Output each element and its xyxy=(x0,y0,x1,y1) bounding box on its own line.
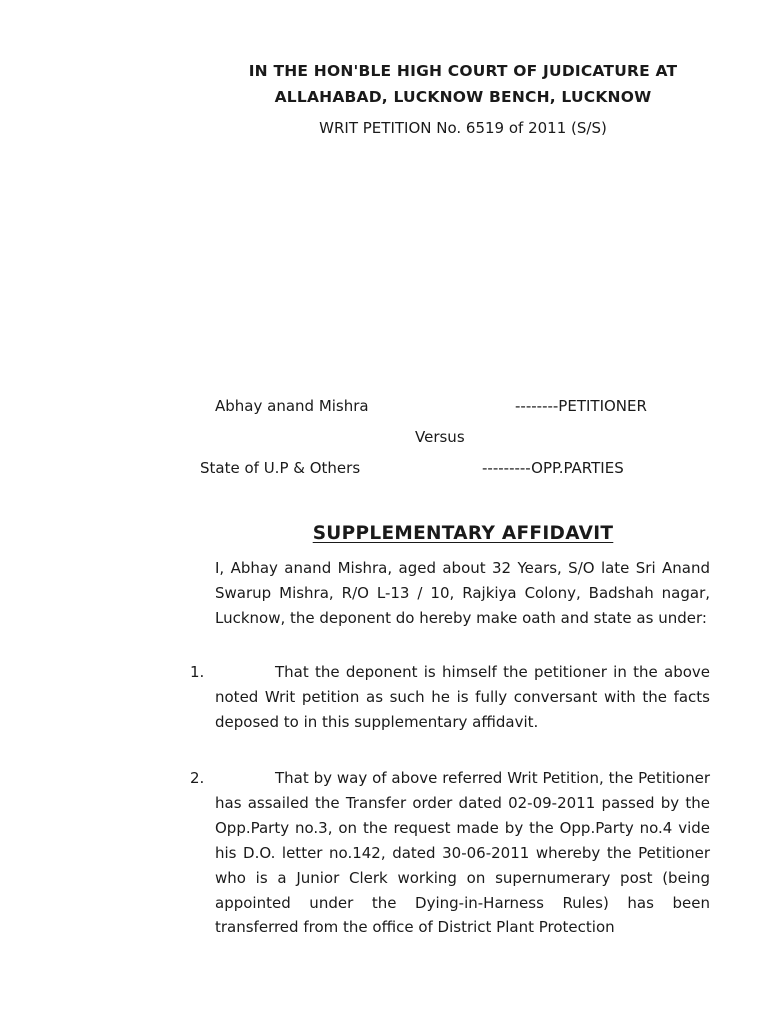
document-title: SUPPLEMENTARY AFFIDAVIT xyxy=(312,523,614,544)
numbered-paragraph xyxy=(215,766,710,940)
paragraph-text: That the deponent is himself the petitioner in the above noted Writ petition as such he is fully conversant with the facts deposed to in this supplementary affidavit. xyxy=(215,663,710,731)
paragraph-number: 2. xyxy=(190,769,205,787)
numbered-paragraph xyxy=(215,660,710,735)
court-heading-line-1: IN THE HON'BLE HIGH COURT OF JUDICATURE AT xyxy=(248,62,678,80)
court-heading-line-2: ALLAHABAD, LUCKNOW BENCH, LUCKNOW xyxy=(274,88,652,106)
paragraph-number: 1. xyxy=(190,663,205,681)
respondent-role: ---------OPP.PARTIES xyxy=(482,459,624,477)
writ-petition-number: WRIT PETITION No. 6519 of 2011 (S/S) xyxy=(319,119,607,137)
petitioner-role: --------PETITIONER xyxy=(515,397,647,415)
petitioner-name: Abhay anand Mishra xyxy=(215,397,369,415)
respondent-name: State of U.P & Others xyxy=(200,459,361,477)
versus-label: Versus xyxy=(415,428,465,446)
paragraph-text: That by way of above referred Writ Petition, the Petitioner has assailed the Transfer order dated 02-09-2011 passed by the Opp.Party no.3, on the request made by the Opp.Party no.4 vide his D.O. letter no.142, dated 30-06-2011 whereby the Petitioner who is a Junior Clerk working on supernumerary post (being appointed under the Dying-in-Harness Rules) has been transferred from the office of District Plant Protection xyxy=(215,769,710,937)
intro-paragraph: I, Abhay anand Mishra, aged about 32 Years, S/O late Sri Anand Swarup Mishra, R/O L-13 / 10, Rajkiya Colony, Badshah nagar, Lucknow, the deponent do hereby make oath and state as under: xyxy=(215,559,710,627)
